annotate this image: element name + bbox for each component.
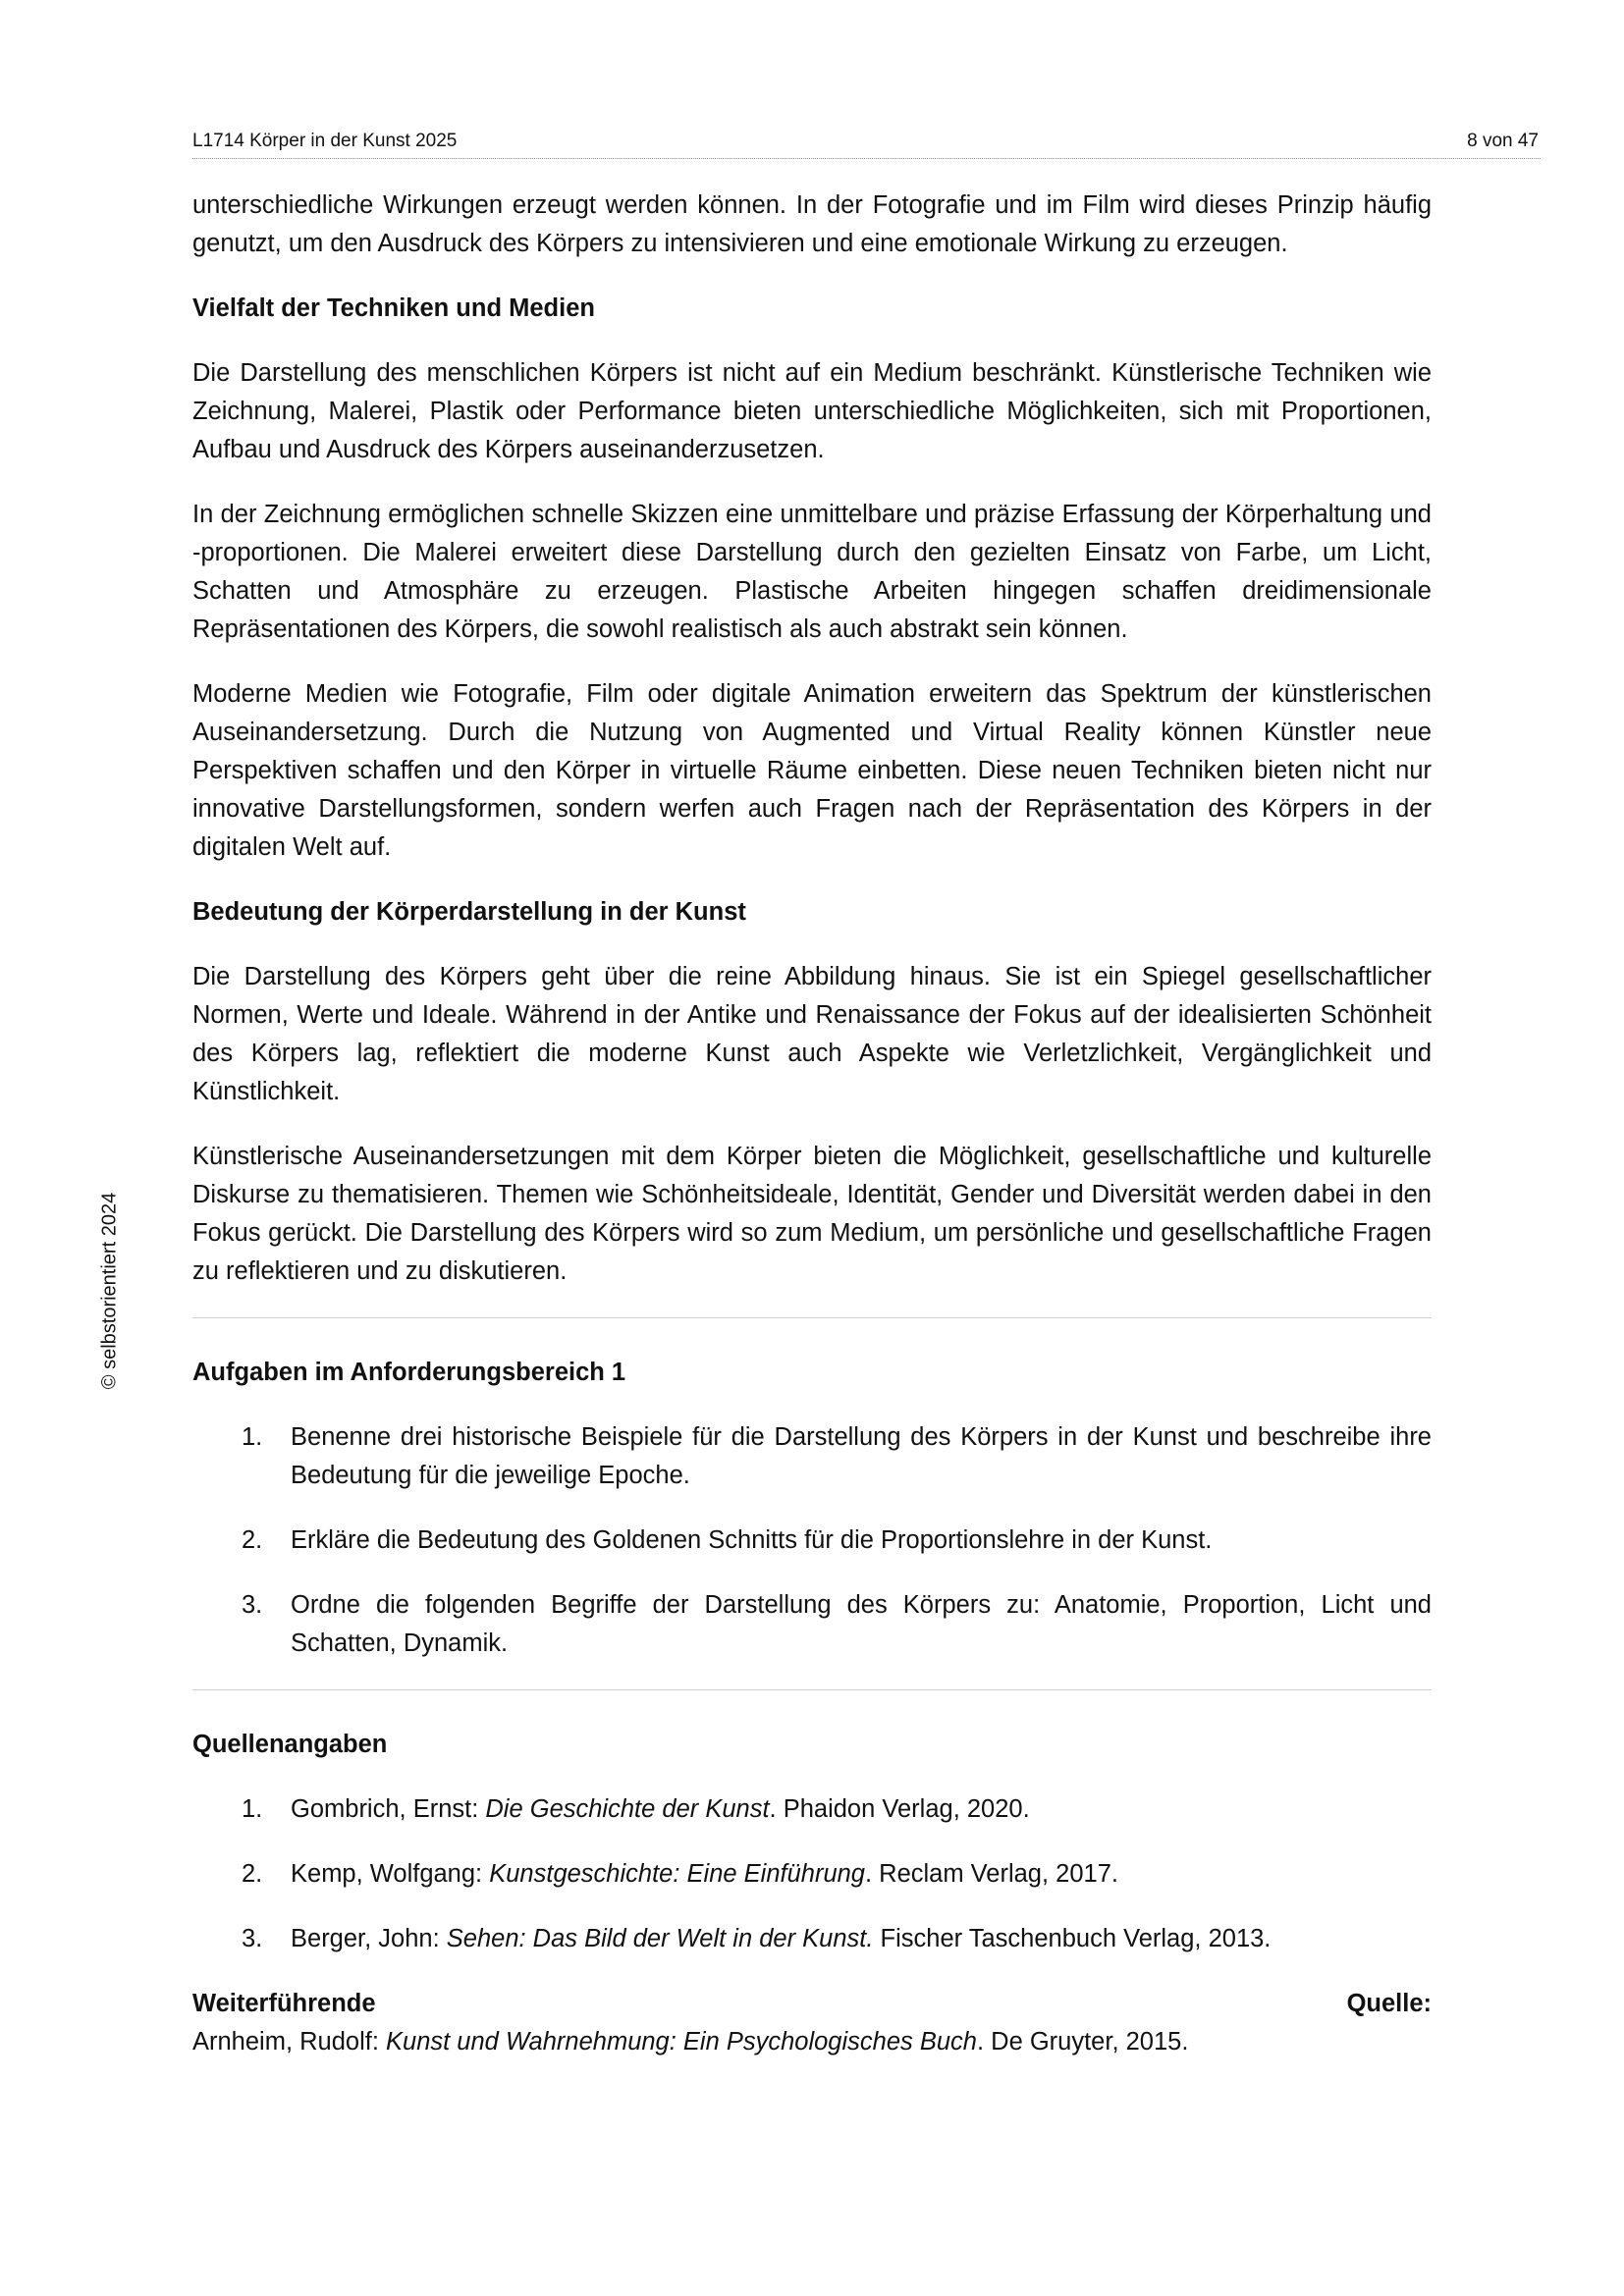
list-item	[192, 1790, 1432, 1829]
source-title: Sehen: Das Bild der Welt in der Kunst.	[446, 1925, 874, 1952]
page-number: 8 von 47	[1467, 131, 1539, 151]
further-label-left: Weiterführende	[192, 1990, 376, 2017]
task-text: Ordne die folgenden Begriffe der Darstellung des Körpers zu: Anatomie, Proportion, Licht und Schatten, Dynamik.	[291, 1591, 1432, 1657]
copyright-notice: © selbstorientiert 2024	[98, 1192, 121, 1390]
task-list	[192, 1418, 1432, 1663]
list-item	[192, 1586, 1432, 1663]
further-source-entry	[192, 2023, 1432, 2061]
heading-techniken: Vielfalt der Techniken und Medien	[192, 294, 595, 322]
list-number: 1.	[242, 1423, 263, 1451]
divider-sources	[192, 1689, 1432, 1690]
source-title: Die Geschichte der Kunst	[485, 1795, 770, 1823]
source-publisher: Fischer Taschenbuch Verlag, 2013.	[873, 1925, 1272, 1952]
task-text: Erkläre die Bedeutung des Goldenen Schnitts für die Proportionslehre in der Kunst.	[291, 1526, 1213, 1554]
source-publisher: . Phaidon Verlag, 2020.	[769, 1795, 1030, 1823]
further-label-right: Quelle:	[1346, 1990, 1432, 2017]
source-author: Berger, John:	[291, 1925, 447, 1952]
paragraph-intro: unterschiedliche Wirkungen erzeugt werden können. In der Fotografie und im Film wird dieses Prinzip häufig genutzt, um den Ausdruck des Körpers zu intensivieren und eine emotionale Wirkung zu erzeugen.	[192, 191, 1432, 257]
paragraph-techniken-3: Moderne Medien wie Fotografie, Film oder digitale Animation erweitern das Spektrum der künstlerischen Auseinandersetzung. Durch die Nutzung von Augmented und Virtual Reality können Künstler neue Perspektiven schaffen und den Körper in virtuelle Räume einbetten. Diese neuen Techniken bieten nicht nur innovative Darstellungsformen, sondern werfen auch Fragen nach der Repräsentation des Körpers in der digitalen Welt auf.	[192, 680, 1432, 861]
source-publisher: . De Gruyter, 2015.	[976, 2028, 1189, 2056]
task-text: Benenne drei historische Beispiele für die Darstellung des Körpers in der Kunst und beschreibe ihre Bedeutung für die jeweilige Epoche.	[291, 1423, 1432, 1489]
page-content	[192, 187, 1432, 2088]
paragraph-bedeutung-1: Die Darstellung des Körpers geht über die reine Abbildung hinaus. Sie ist ein Spiegel gesellschaftlicher Normen, Werte und Ideale. Während in der Antike und Renaissance der Fokus auf der idealisierten Schönheit des Körpers lag, reflektiert die moderne Kunst auch Aspekte wie Verletzlichkeit, Vergänglichkeit und Künstlichkeit.	[192, 963, 1432, 1105]
list-number: 3.	[242, 1591, 263, 1619]
heading-sources: Quellenangaben	[192, 1731, 388, 1758]
paragraph-techniken-1: Die Darstellung des menschlichen Körpers ist nicht auf ein Medium beschränkt. Künstlerische Techniken wie Zeichnung, Malerei, Plastik oder Performance bieten unterschiedliche Möglichkeiten, sich mit Proportionen, Aufbau und Ausdruck des Körpers auseinanderzusetzen.	[192, 359, 1432, 463]
paragraph-bedeutung-2: Künstlerische Auseinandersetzungen mit dem Körper bieten die Möglichkeit, gesellschaftliche und kulturelle Diskurse zu thematisieren. Themen wie Schönheitsideale, Identität, Gender und Diversität werden dabei in den Fokus gerückt. Die Darstellung des Körpers wird so zum Medium, um persönliche und gesellschaftliche Fragen zu reflektieren und zu diskutieren.	[192, 1143, 1432, 1285]
paragraph-techniken-2: In der Zeichnung ermöglichen schnelle Skizzen eine unmittelbare und präzise Erfassung der Körperhaltung und -proportionen. Die Malerei erweitert diese Darstellung durch den gezielten Einsatz von Farbe, um Licht, Schatten und Atmosphäre zu erzeugen. Plastische Arbeiten hingegen schaffen dreidimensionale Repräsentationen des Körpers, die sowohl realistisch als auch abstrakt sein können.	[192, 501, 1432, 643]
source-title: Kunst und Wahrnehmung: Ein Psychologisches Buch	[386, 2028, 977, 2056]
list-item	[192, 1522, 1432, 1560]
source-title: Kunstgeschichte: Eine Einführung	[489, 1860, 865, 1888]
source-list	[192, 1790, 1432, 1958]
list-number: 2.	[242, 1860, 263, 1888]
heading-bedeutung: Bedeutung der Körperdarstellung in der Kunst	[192, 898, 746, 926]
page-header	[192, 129, 1541, 159]
list-item	[192, 1920, 1432, 1958]
source-author: Kemp, Wolfgang:	[291, 1860, 490, 1888]
list-item	[192, 1855, 1432, 1894]
document-title: L1714 Körper in der Kunst 2025	[192, 131, 458, 151]
further-source	[192, 1985, 1432, 2061]
source-author: Arnheim, Rudolf:	[192, 2028, 387, 2056]
divider-tasks	[192, 1317, 1432, 1318]
list-item	[192, 1418, 1432, 1495]
source-publisher: . Reclam Verlag, 2017.	[864, 1860, 1118, 1888]
heading-tasks: Aufgaben im Anforderungsbereich 1	[192, 1359, 626, 1386]
source-author: Gombrich, Ernst:	[291, 1795, 486, 1823]
list-number: 3.	[242, 1925, 263, 1952]
list-number: 1.	[242, 1795, 263, 1823]
list-number: 2.	[242, 1526, 263, 1554]
further-source-heading	[192, 1985, 1432, 2023]
